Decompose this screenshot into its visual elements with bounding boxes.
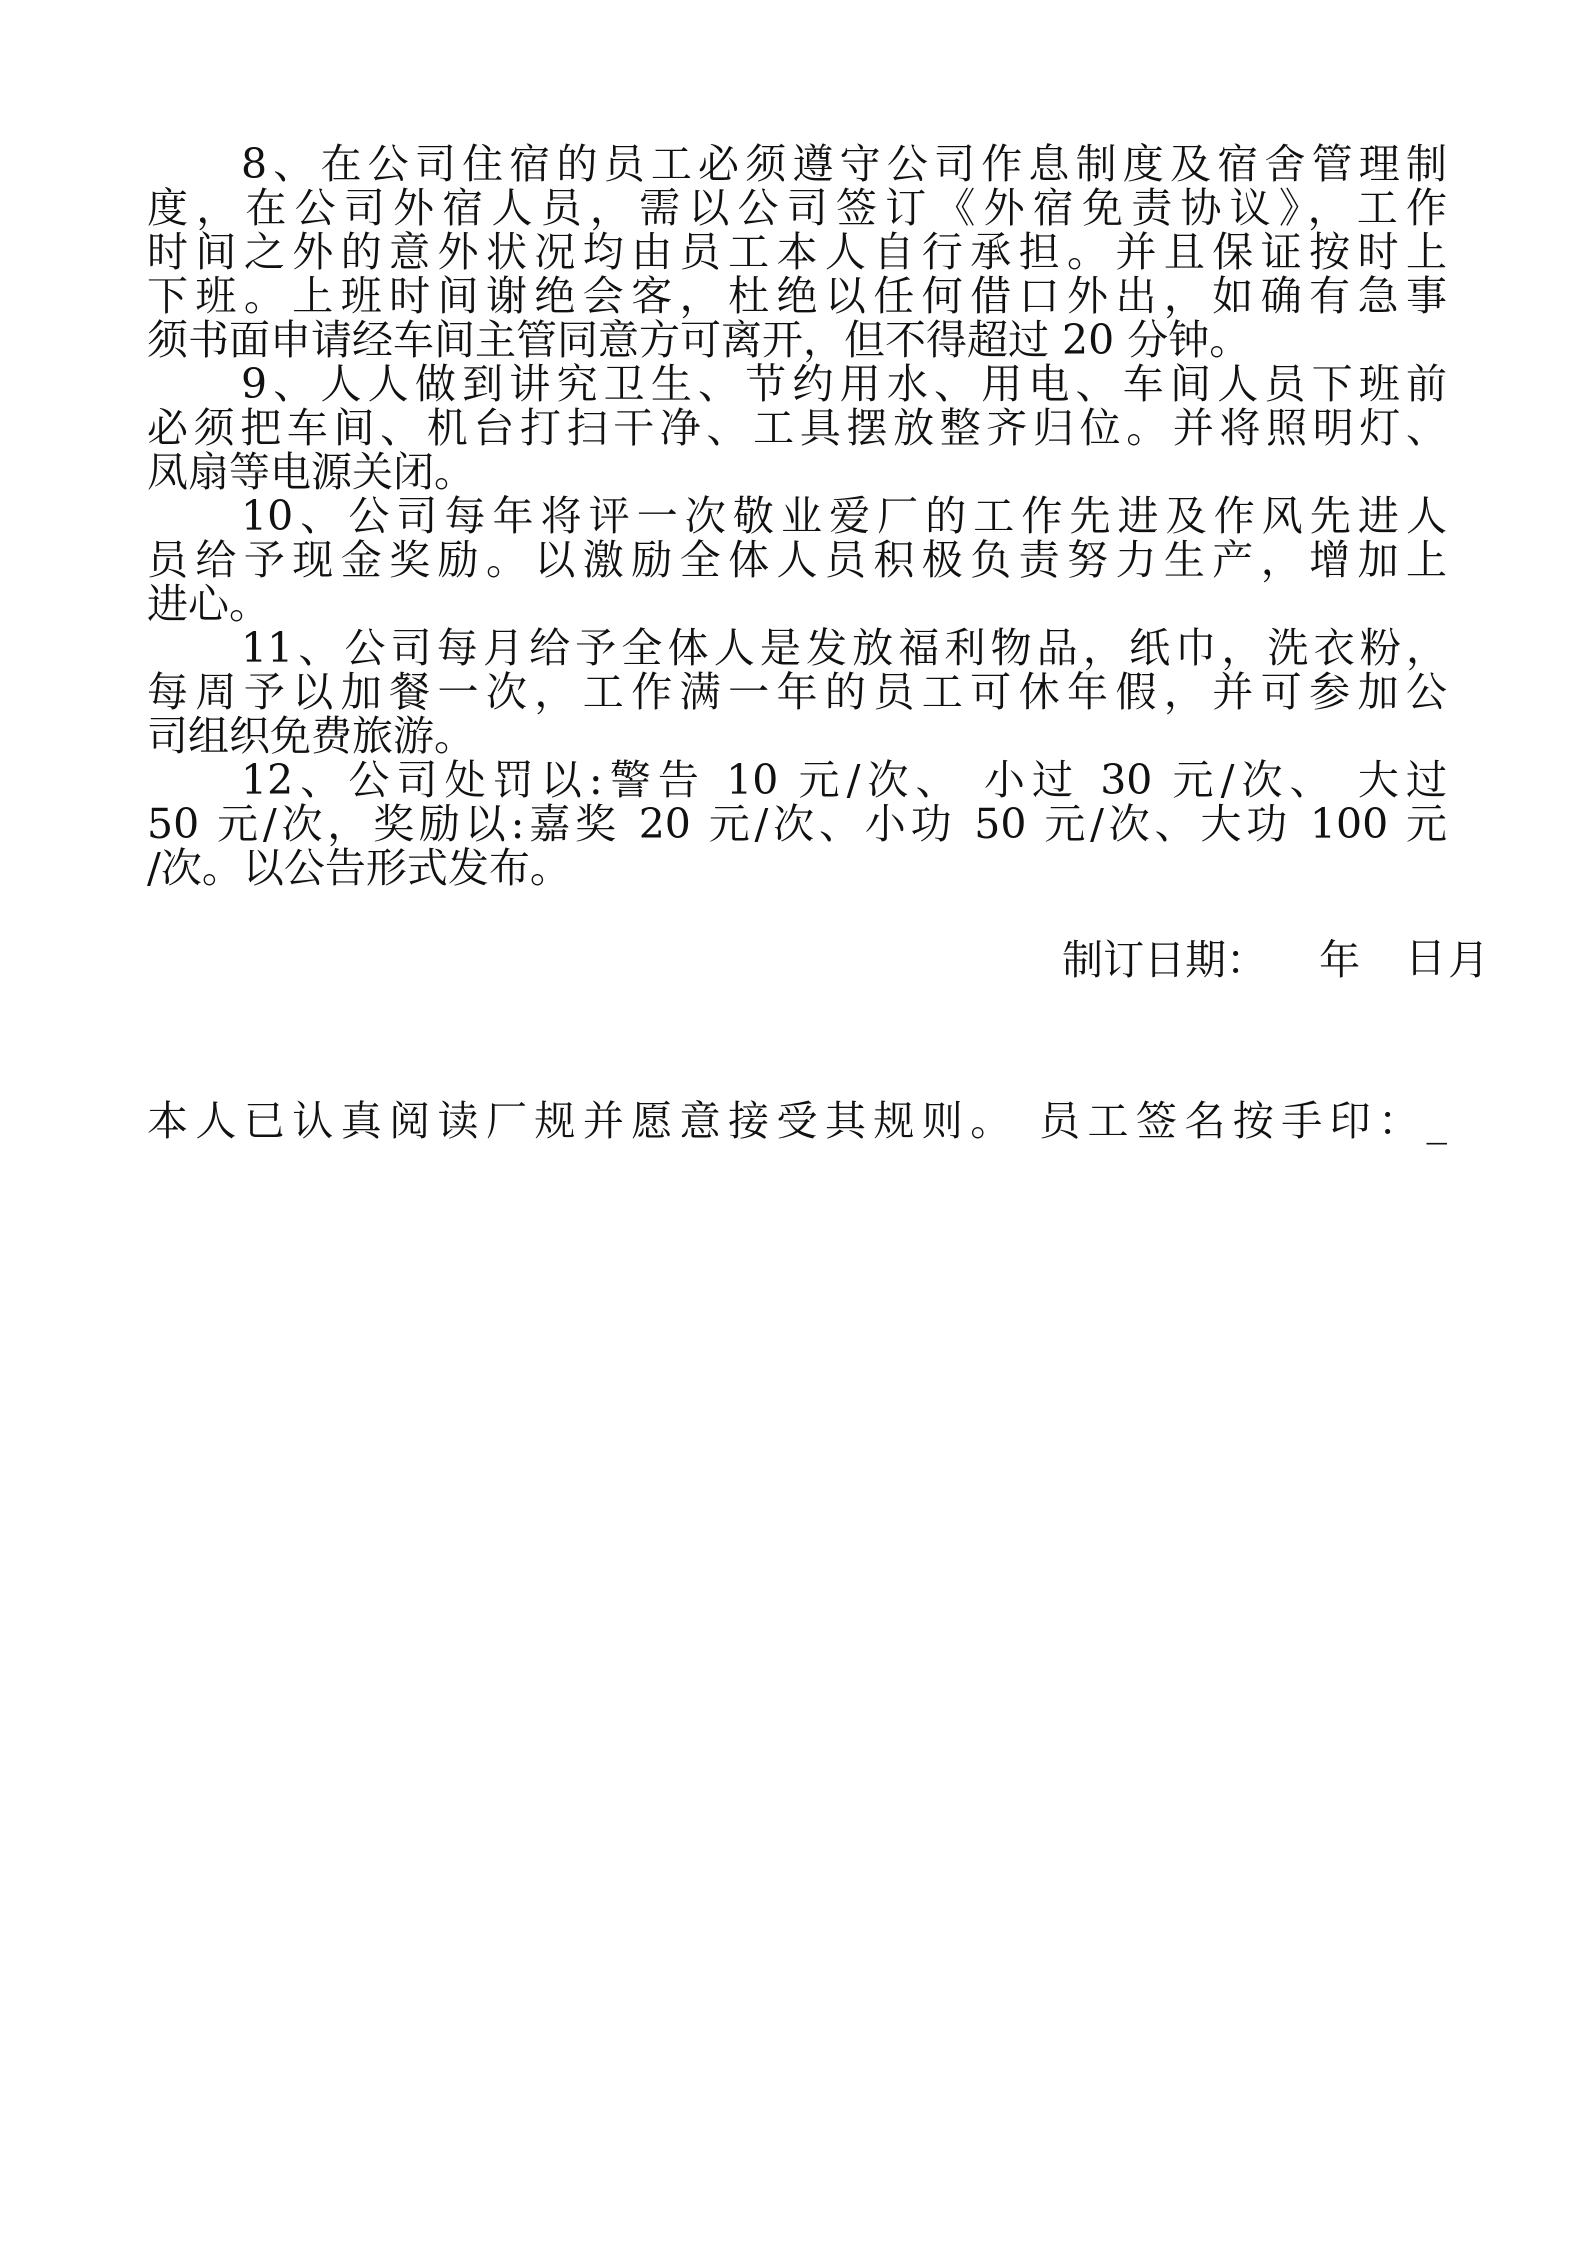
rule-8-line-3: 时间之外的意外状况均由员工本人自行承担。并且保证按时上	[147, 228, 1447, 276]
rule-8-line-5: 须书面申请经车间主管同意方可离开，但不得超过 20 分钟。	[147, 316, 1251, 364]
signature-acknowledgement: 本人已认真阅读厂规并愿意接受其规则。 员工签名按手印：_	[147, 1097, 1447, 1145]
rule-11-line-3: 司组织免费旅游。	[147, 712, 475, 760]
rule-10-line-1: 10、公司每年将评一次敬业爱厂的工作先进及作风先进人	[241, 492, 1447, 540]
rule-11-line-1: 11、公司每月给予全体人是发放福利物品，纸巾，洗衣粉，	[241, 624, 1447, 672]
rule-12-line-2: 50 元/次，奖励以:嘉奖 20 元/次、小功 50 元/次、大功 100 元	[147, 800, 1447, 848]
rule-10-line-2: 员给予现金奖励。以激励全体人员积极负责努力生产，增加上	[147, 536, 1447, 584]
rule-10-line-3: 进心。	[147, 580, 270, 628]
rule-9-line-1: 9、人人做到讲究卫生、节约用水、用电、车间人员下班前	[241, 360, 1447, 408]
rule-9-line-3: 凤扇等电源关闭。	[147, 448, 475, 496]
rule-8-line-4: 下班。上班时间谢绝会客，杜绝以任何借口外出，如确有急事	[147, 272, 1447, 320]
rule-12-line-3: /次。以公告形式发布。	[147, 844, 571, 892]
rule-9-line-2: 必须把车间、机台打扫干净、工具摆放整齐归位。并将照明灯、	[147, 404, 1447, 452]
rule-11-line-2: 每周予以加餐一次，工作满一年的员工可休年假，并可参加公	[147, 668, 1447, 716]
date-day: 日	[1405, 934, 1446, 982]
rule-8-line-2: 度，在公司外宿人员，需以公司签订《外宿免责协议》，工作	[147, 184, 1447, 232]
rule-8-line-1: 8、在公司住宿的员工必须遵守公司作息制度及宿舍管理制	[241, 140, 1447, 188]
date-month: 月	[1448, 936, 1490, 984]
date-year: 年	[1319, 936, 1361, 984]
rule-12-line-1: 12、公司处罚以:警告 10 元/次、 小过 30 元/次、 大过	[241, 756, 1447, 804]
date-label: 制订日期：	[1062, 936, 1268, 984]
date-line	[1010, 888, 1490, 1032]
